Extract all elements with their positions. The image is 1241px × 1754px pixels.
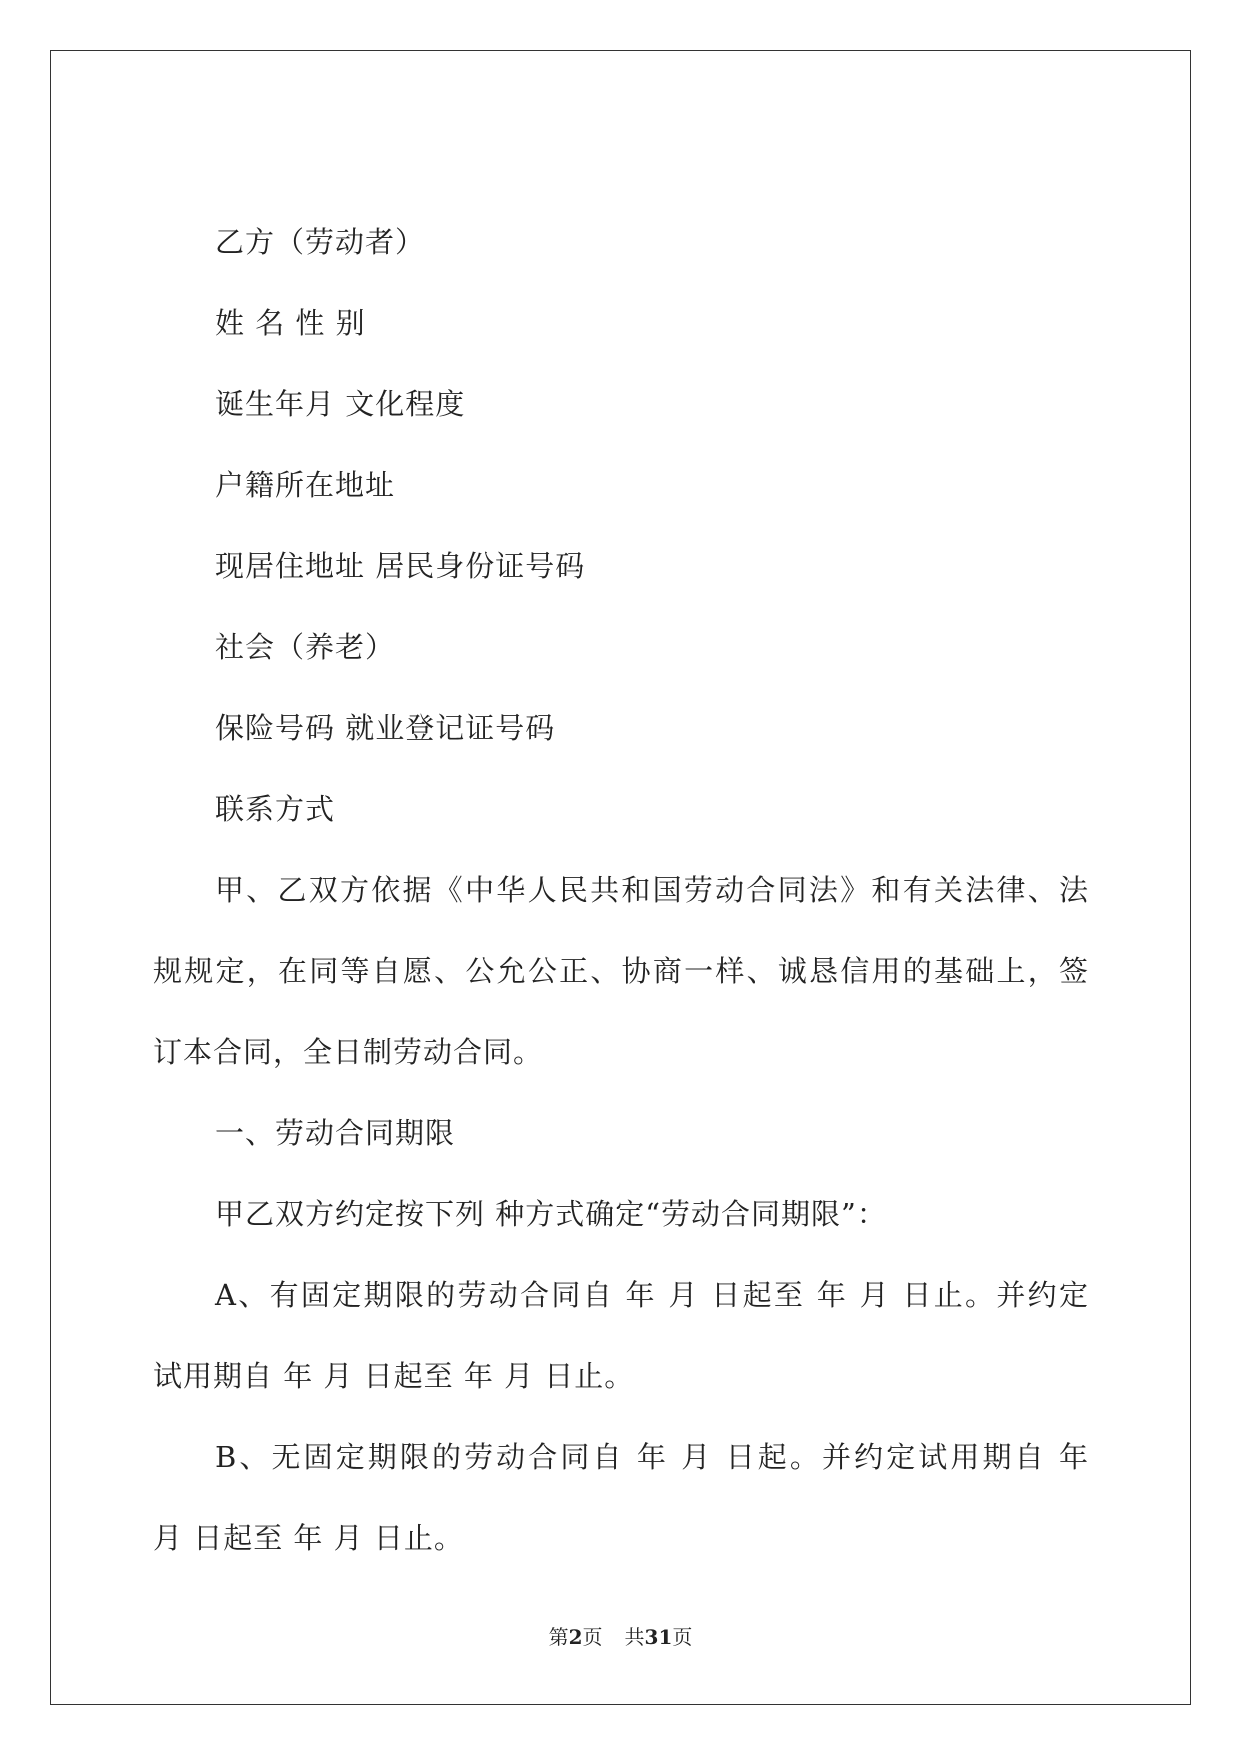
document-body <box>51 51 1190 1704</box>
paragraph-line: 订本合同，全日制劳动合同。 <box>153 1035 544 1069</box>
footer-page-number: 2 <box>568 1625 583 1649</box>
paragraph-line: A、有固定期限的劳动合同自 年 月 日起至 年 月 日止。并约定 <box>215 1278 1089 1312</box>
paragraph-line: B、无固定期限的劳动合同自 年 月 日起。并约定试用期自 年 <box>215 1440 1089 1474</box>
footer-total-prefix: 共 <box>624 1625 645 1649</box>
page-frame <box>50 50 1191 1705</box>
page-footer <box>51 1621 1190 1650</box>
text-line: 现居住地址 居民身份证号码 <box>215 549 586 583</box>
paragraph-line: 甲乙双方约定按下列 种方式确定“劳动合同期限”： <box>215 1197 887 1231</box>
text-line: 保险号码 就业登记证号码 <box>215 711 556 745</box>
paragraph-line: 试用期自 年 月 日起至 年 月 日止。 <box>153 1359 635 1393</box>
footer-total-suffix: 页 <box>672 1625 693 1649</box>
text-line: 联系方式 <box>215 792 336 826</box>
paragraph-line: 规规定，在同等自愿、公允公正、协商一样、诚恳信用的基础上，签 <box>153 954 1089 988</box>
text-line: 社会（养老） <box>215 630 396 664</box>
text-line: 乙方（劳动者） <box>215 225 426 259</box>
section-heading: 一、劳动合同期限 <box>215 1116 456 1150</box>
text-line: 户籍所在地址 <box>215 468 396 502</box>
paragraph-line: 月 日起至 年 月 日止。 <box>153 1521 464 1555</box>
footer-page-suffix: 页 <box>582 1625 603 1649</box>
footer-prefix: 第 <box>548 1625 569 1649</box>
text-line: 诞生年月 文化程度 <box>215 387 466 421</box>
paragraph-line: 甲、乙双方依据《中华人民共和国劳动合同法》和有关法律、法 <box>215 873 1089 907</box>
footer-total-pages: 31 <box>644 1625 673 1649</box>
text-line: 姓 名 性 别 <box>215 306 366 340</box>
